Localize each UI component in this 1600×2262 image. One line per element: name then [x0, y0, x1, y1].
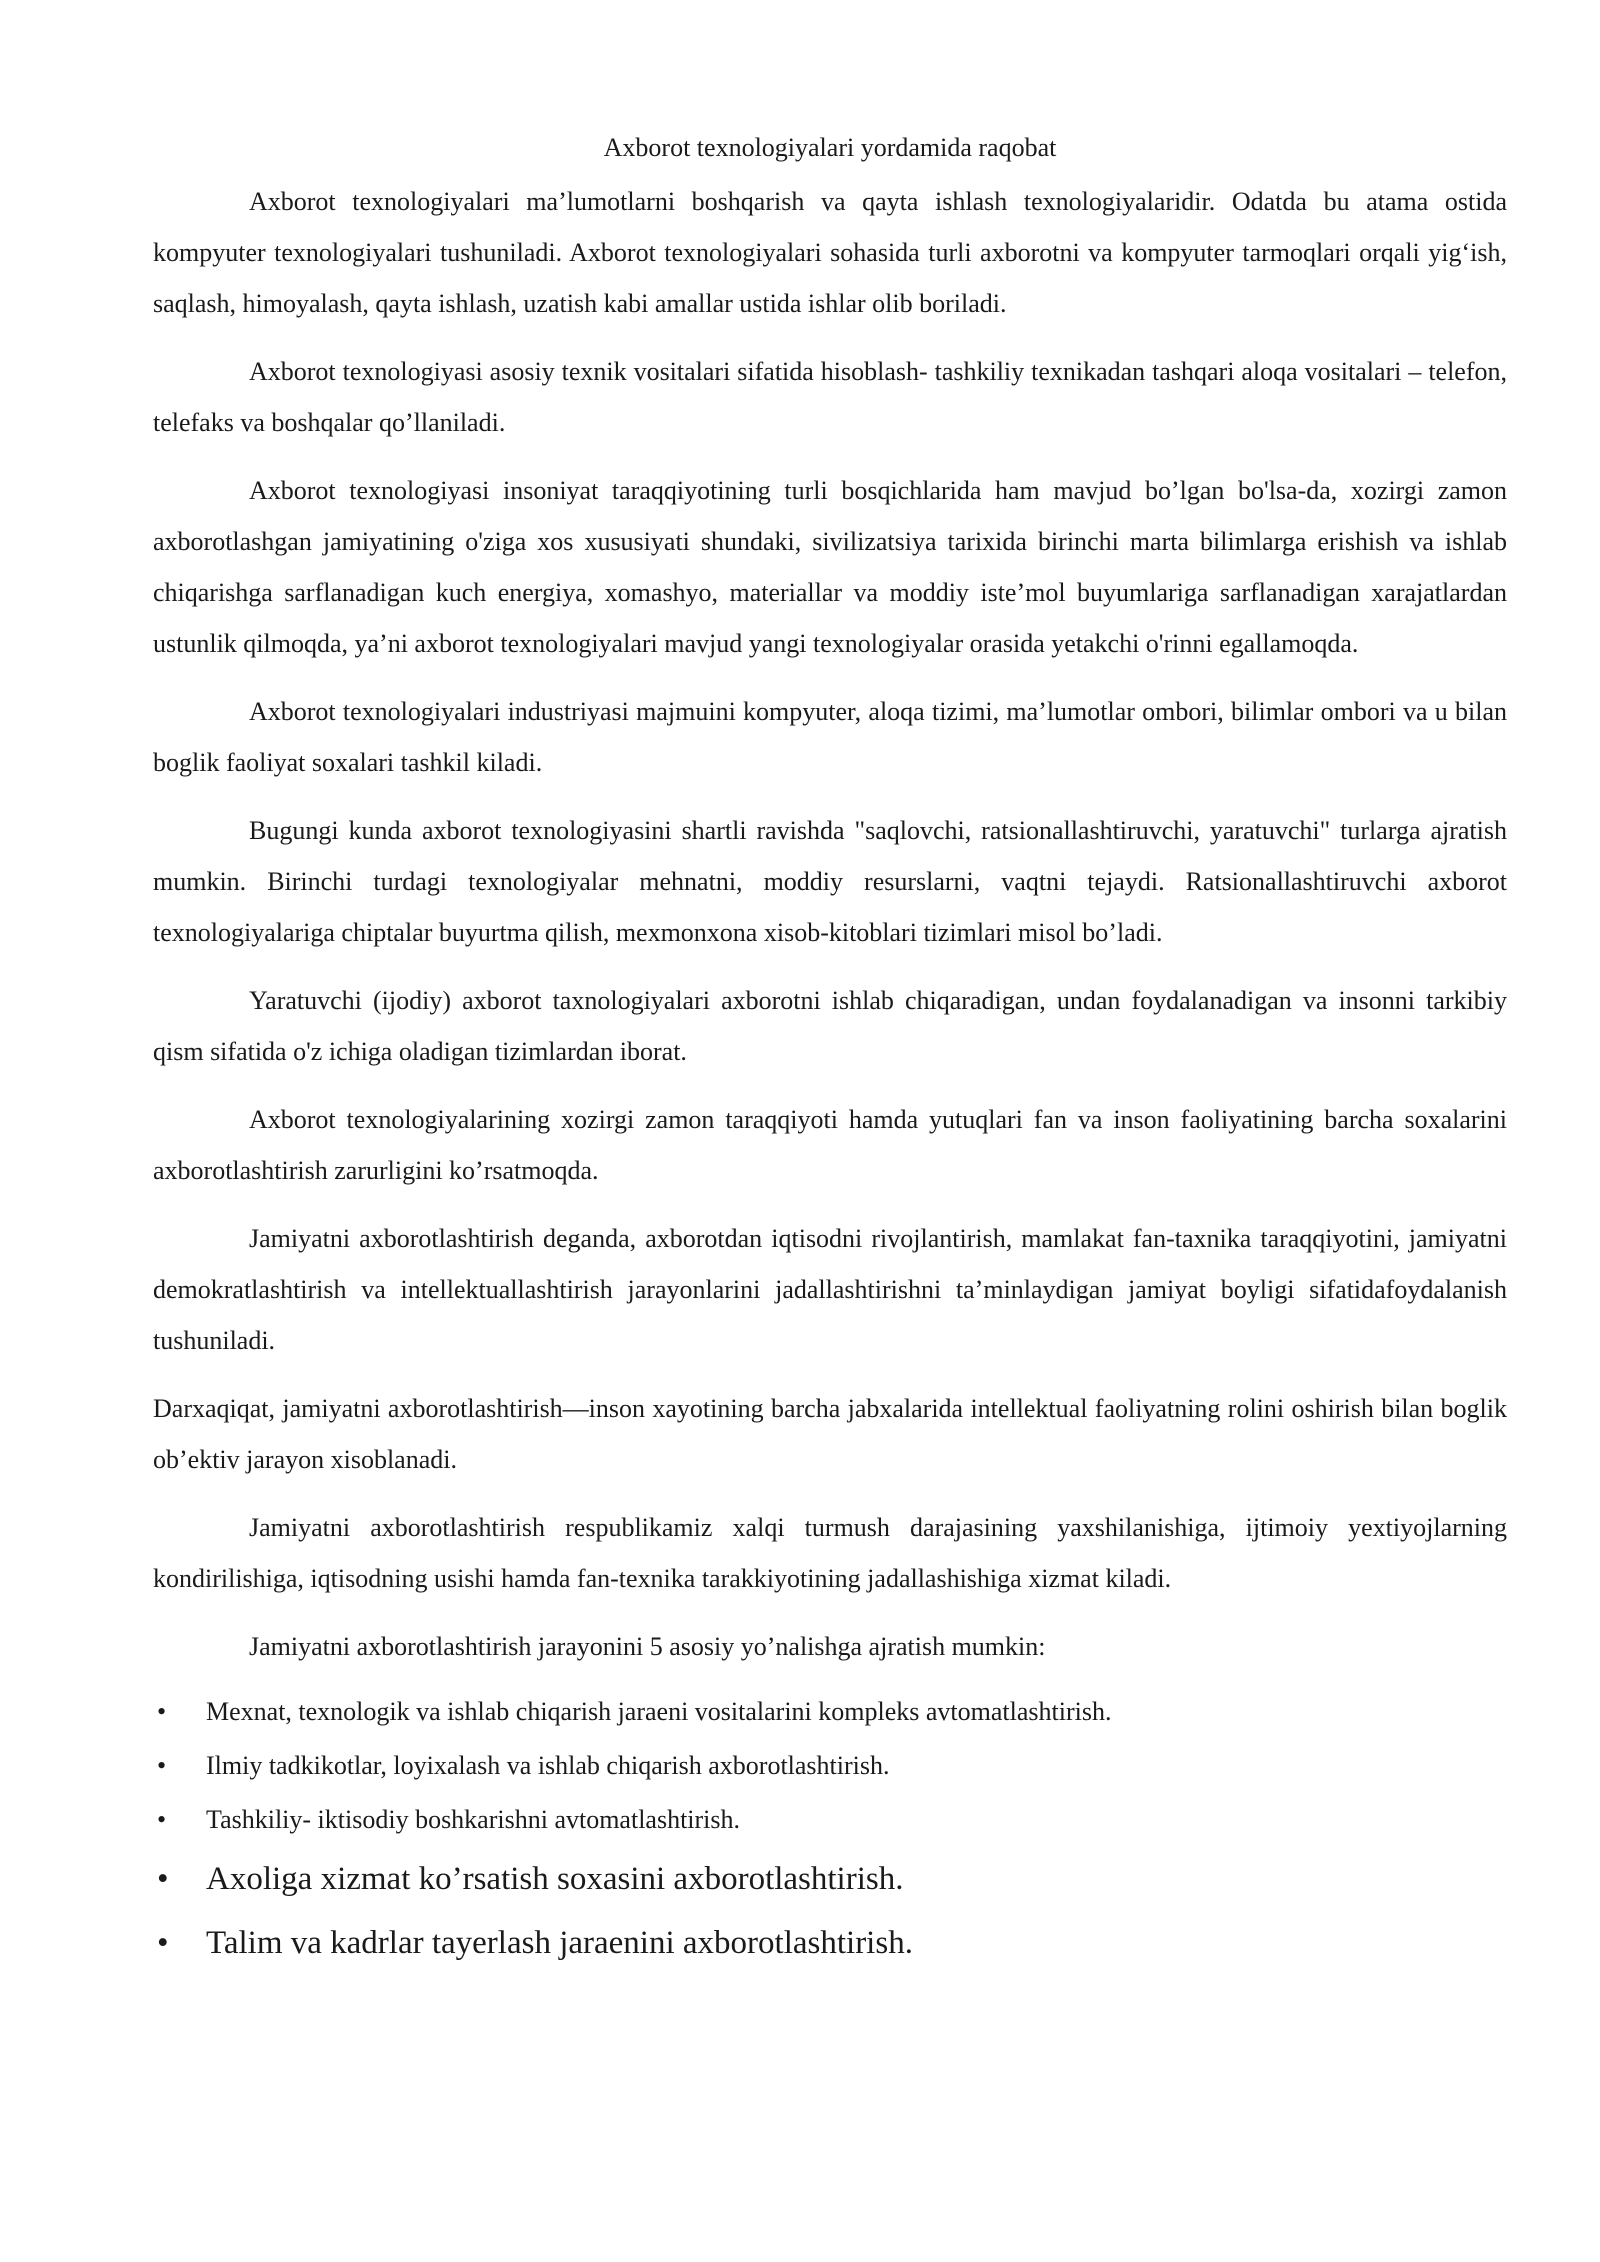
list-item — [153, 1746, 1507, 1786]
paragraph: Jamiyatni axborotlashtirish respublikamiz xalqi turmush darajasining yaxshilanishiga, ijtimoiy yextiyojlarning kondirilishiga, iqtisodning usishi hamda fan-texnika tarakkiyotining jadallashishiga xizmat kiladi. — [153, 1513, 1507, 1593]
paragraph: Axborot texnologiyalarining xozirgi zamon taraqqiyoti hamda yutuqlari fan va inson faoliyatining barcha soxalarini axborotlashtirish zarurligini ko’rsatmoqda. — [153, 1105, 1507, 1185]
paragraph: Axborot texnologiyasi asosiy texnik vositalari sifatida hisoblash- tashkiliy texnikadan tashqari aloqa vositalari – telefon, telefaks va boshqalar qo’llaniladi. — [153, 357, 1507, 437]
paragraph: Darxaqiqat, jamiyatni axborotlashtirish—inson xayotining barcha jabxalarida intellektual faoliyatning rolini oshirish bilan boglik ob’ektiv jarayon xisoblanadi. — [153, 1394, 1507, 1474]
bullet-icon: • — [157, 1751, 167, 1780]
bullet-icon: • — [157, 1925, 169, 1961]
document-title: Axborot texnologiyalari yordamida raqobat — [603, 133, 1057, 162]
paragraph: Axborot texnologiyalari industriyasi majmuini kompyuter, aloqa tizimi, ma’lumotlar ombori, bilimlar ombori va u bilan boglik faoliyat soxalari tashkil kiladi. — [153, 697, 1507, 777]
bullet-icon: • — [157, 1861, 169, 1897]
list-item-text: Tashkiliy- iktisodiy boshkarishni avtomatlashtirish. — [206, 1805, 741, 1834]
paragraph: Jamiyatni axborotlashtirish deganda, axborotdan iqtisodni rivojlantirish, mamlakat fan-taxnika taraqqiyotini, jamiyatni demokratlashtirish va intellektuallashtirish jarayonlarini jadallashtirishni ta’minlaydigan jamiyat boyligi sifatidafoydalanish tushuniladi. — [153, 1224, 1507, 1355]
list-item — [153, 1800, 1507, 1840]
list-item — [153, 1854, 1507, 1904]
list-item-text: Ilmiy tadkikotlar, loyixalash va ishlab chiqarish axborotlashtirish. — [206, 1751, 890, 1780]
paragraph: Bugungi kunda axborot texnologiyasini shartli ravishda "saqlovchi, ratsionallashtiruvchi, yaratuvchi" turlarga ajratish mumkin. Birinchi turdagi texnologiyalar mehnatni, moddiy resurslarni, vaqtni tejaydi. Ratsionallashtiruvchi axborot texnologiyalariga chiptalar buyurtma qilish, mexmonxona xisob-kitoblari tizimlari misol bo’ladi. — [153, 816, 1507, 947]
list-item-text: Talim va kadrlar tayerlash jaraenini axborotlashtirish. — [206, 1925, 913, 1961]
bullet-list — [153, 1692, 1507, 1968]
bullet-icon: • — [157, 1697, 167, 1726]
list-item-text: Mexnat, texnologik va ishlab chiqarish jaraeni vositalarini kompleks avtomatlashtirish. — [206, 1697, 1112, 1726]
document-page — [153, 128, 1507, 1982]
list-item — [153, 1692, 1507, 1732]
list-item — [153, 1918, 1507, 1968]
paragraph: Axborot texnologiyasi insoniyat taraqqiyotining turli bosqichlarida ham mavjud bo’lgan bo'lsa-da, xozirgi zamon axborotlashgan jamiyatining o'ziga xos xususiyati shundaki, sivilizatsiya tarixida birinchi marta bilimlarga erishish va ishlab chiqarishga sarflanadigan kuch energiya, xomashyo, materiallar va moddiy iste’mol buyumlariga sarflanadigan xarajatlardan ustunlik qilmoqda, ya’ni axborot texnologiyalari mavjud yangi texnologiyalar orasida yetakchi o'rinni egallamoqda. — [153, 476, 1507, 658]
paragraph: Jamiyatni axborotlashtirish jarayonini 5 asosiy yo’nalishga ajratish mumkin: — [249, 1632, 1046, 1661]
paragraph: Axborot texnologiyalari ma’lumotlarni boshqarish va qayta ishlash texnologiyalaridir. Odatda bu atama ostida kompyuter texnologiyalari tushuniladi. Axborot texnologiyalari sohasida turli axborotni va kompyuter tarmoqlari orqali yig‘ish, saqlash, himoyalash, qayta ishlash, uzatish kabi amallar ustida ishlar olib boriladi. — [153, 187, 1507, 318]
paragraph: Yaratuvchi (ijodiy) axborot taxnologiyalari axborotni ishlab chiqaradigan, undan foydalanadigan va insonni tarkibiy qism sifatida o'z ichiga oladigan tizimlardan iborat. — [153, 986, 1507, 1066]
list-item-text: Axoliga xizmat ko’rsatish soxasini axborotlashtirish. — [206, 1861, 904, 1897]
bullet-icon: • — [157, 1805, 167, 1834]
